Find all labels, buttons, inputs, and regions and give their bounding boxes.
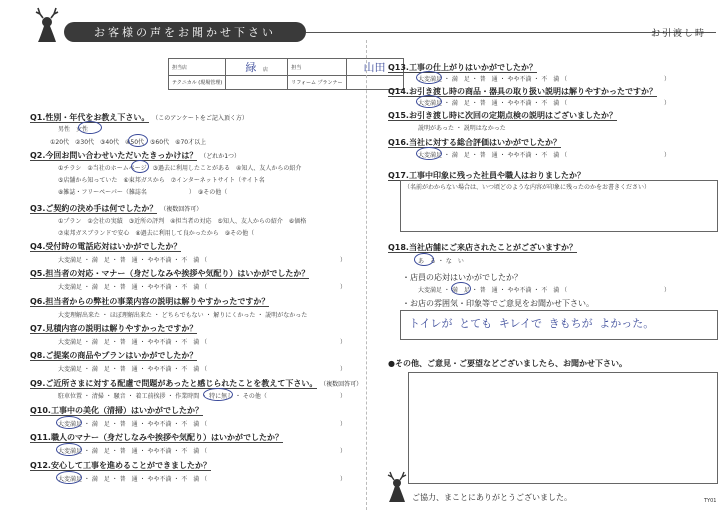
q12-title: Q12.安心して工事を進めることができましたか？ (30, 461, 211, 470)
store-value[interactable]: 緑 (245, 61, 257, 74)
q15-scale[interactable]: 説明があった ・ 説明はなかった (418, 125, 506, 132)
q14-title: Q14.お引き渡し時の商品・器具の取り扱い説明は解りやすかったですか？ (388, 87, 657, 96)
q5-title: Q5.担当者の対応・マナー（身だしなみや挨拶や気配り）はいかがでしたか？ (30, 269, 310, 278)
tech-label: テクニカル (現場管理) (169, 76, 226, 90)
store-suffix: 店 (263, 67, 269, 73)
planner-label: リフォーム プランナー (288, 76, 346, 90)
q4-scale[interactable]: 大変満足 ・ 満 足 ・ 普 通 ・ やや不満 ・ 不 満 （ (58, 257, 208, 264)
q10-title: Q10.工事中の美化（清掃）はいかがでしたか？ (30, 406, 203, 415)
q10-scale[interactable]: 大変満足 ・ 満 足 ・ 普 通 ・ やや不満 ・ 不 満 （ (58, 421, 208, 428)
opinion-title: ●その他、ご意見・ご要望などございましたら、お聞かせ下さい。 (388, 359, 627, 368)
form-code: TY01 (704, 498, 717, 504)
q9-title: Q9.ご近所さまに対する配慮で問題があったと感じられたことを教えて下さい。 （複数回答可） (30, 379, 363, 388)
q18a-scale[interactable]: 大変満足 ・ 満 足 ・ 普 通 ・ やや不満 ・ 不 満 （ (418, 287, 568, 294)
q18b-answer: トイレが とても キレイで きもちが よかった。 (409, 317, 655, 330)
deer-footer-icon (384, 470, 410, 504)
page-title: お客様の声をお聞かせ下さい (64, 22, 306, 42)
q17-title: Q17.工事中印象に残った社員や職人はおりましたか？ (388, 171, 585, 180)
q2-title: Q2.今回お問い合わせいただいたきっかけは？ （どれか1つ） (30, 151, 241, 160)
footer-thanks: ご協力、まことにありがとうございました。 (412, 493, 572, 502)
q9-options[interactable]: 駐車位置 ・ 清掃 ・ 騒音 ・ 着工前挨拶 ・ 作業時間 ・ 特に無し ・ その他（ (58, 393, 267, 400)
staff-info-table (168, 58, 404, 90)
q8-title: Q8.ご提案の商品やプランはいかがでしたか？ (30, 351, 198, 360)
q3-option-row1[interactable]: ①プラン ②会社の実績 ③近所の評判 ④担当者の対応 ⑤知人、友人からの紹介 ⑥価格 (58, 218, 307, 225)
staff-label: 担当 (288, 59, 346, 76)
q18-scale[interactable]: あ る ・ な い (418, 258, 464, 265)
q1-gender[interactable]: 男性 女性 (58, 126, 89, 133)
deer-logo-icon (30, 6, 64, 44)
q16-title: Q16.当社に対する総合評価はいかがでしたか？ (388, 138, 561, 147)
q13-scale[interactable]: 大変満足 ・ 満 足 ・ 普 通 ・ やや不満 ・ 不 満 （ (418, 76, 568, 83)
store-label: 担当店 (169, 59, 226, 76)
q3-title: Q3.ご契約の決め手は何でしたか？ （複数回答可） (30, 204, 203, 213)
q8-scale[interactable]: 大変満足 ・ 満 足 ・ 普 通 ・ やや不満 ・ 不 満 （ (58, 366, 208, 373)
q14-scale[interactable]: 大変満足 ・ 満 足 ・ 普 通 ・ やや不満 ・ 不 満 （ (418, 100, 568, 107)
q11-scale[interactable]: 大変満足 ・ 満 足 ・ 普 通 ・ やや不満 ・ 不 満 （ (58, 448, 208, 455)
q6-scale[interactable]: 大変理解出来た ・ ほぼ理解出来た ・ どちらでもない ・ 解りにくかった ・ 説明がなかった (58, 312, 308, 319)
q18b-title: ・お店の雰囲気・印象等でご意見をお聞かせ下さい。 (402, 299, 594, 308)
q15-title: Q15.お引き渡し時に次回の定期点検の説明はございましたか？ (388, 111, 617, 120)
q2-option-row3[interactable]: ⑧雑誌・フリーペーパー（雑誌名 ） ⑨その他（ (58, 189, 228, 196)
q12-scale[interactable]: 大変満足 ・ 満 足 ・ 普 通 ・ やや不満 ・ 不 満 （ (58, 476, 208, 483)
q13-title: Q13.工事の仕上がりはいかがでしたか？ (388, 63, 537, 72)
q18-title: Q18.当社店舗にご来店されたことがございますか？ (388, 243, 577, 252)
q18b-answer-box[interactable] (400, 310, 718, 340)
q6-title: Q6.担当者からの弊社の事業内容の説明は解りやすかったですか？ (30, 297, 270, 306)
q16-scale[interactable]: 大変満足 ・ 満 足 ・ 普 通 ・ やや不満 ・ 不 満 （ (418, 152, 568, 159)
staff-value[interactable]: 山田 (346, 59, 403, 76)
opinion-answer-box[interactable] (408, 372, 718, 484)
page-fold (366, 40, 367, 510)
q17-answer-box[interactable] (400, 180, 718, 232)
q2-option-row2[interactable]: ⑤店舗から知っていた ⑥東邦ガスから ⑦インターネットサイト（サイト名 (58, 177, 265, 184)
q1-title: Q1.性別・年代をお教え下さい。 （このアンケートをご記入頂く方） (30, 113, 248, 122)
q5-scale[interactable]: 大変満足 ・ 満 足 ・ 普 通 ・ やや不満 ・ 不 満 （ (58, 284, 208, 291)
q7-scale[interactable]: 大変満足 ・ 満 足 ・ 普 通 ・ やや不満 ・ 不 満 （ (58, 339, 208, 346)
q1-ages[interactable]: ①20代 ②30代 ③40代 ④50代 ⑤60代 ⑥70才以上 (50, 139, 207, 146)
handover-label: お引渡し時 (650, 29, 706, 39)
q11-title: Q11.職人のマナー（身だしなみや挨拶や気配り）はいかがでしたか？ (30, 433, 283, 442)
q2-option-row1[interactable]: ①チラシ ②当社のホームページ ③過去に利用したことがある ④知人、友人からの紹介 (58, 165, 302, 172)
q18a-title: ・店員の応対はいかがでしたか？ (402, 273, 522, 282)
q3-option-row2[interactable]: ⑦東邦ガスブランドで安心 ⑧過去に利用して良かったから ⑨その他（ (58, 230, 255, 237)
q7-title: Q7.見積内容の説明は解りやすかったですか？ (30, 324, 198, 333)
q17-note: （名前がわからない場合は、いつ頃どのような内容が印象に残ったのかをお書きください） (404, 184, 651, 191)
q4-title: Q4.受付時の電話応対はいかがでしたか？ (30, 242, 182, 251)
